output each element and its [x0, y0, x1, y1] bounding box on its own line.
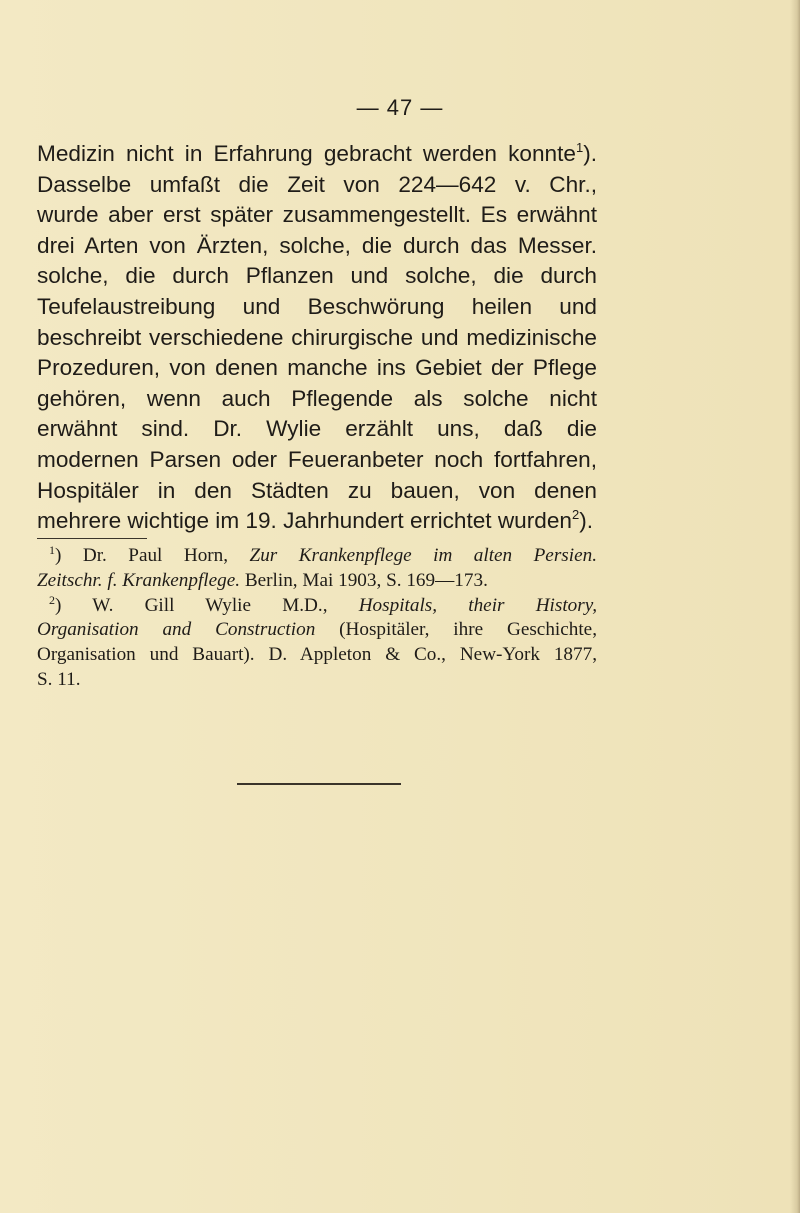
footnote-marker: 1 — [49, 543, 55, 557]
footnote-text: ) W. Gill Wylie M.D., — [55, 594, 359, 616]
footnote-1-line — [37, 569, 597, 594]
body-line: erwähnt sind. Dr. Wylie erzählt uns, daß die — [37, 416, 597, 442]
body-line: modernen Parsen oder Feueranbeter noch fortfahren, — [37, 446, 597, 472]
line-tail: ). — [583, 141, 597, 166]
footnote-2-line — [37, 618, 597, 643]
body-line — [37, 139, 597, 170]
body-line: wurde aber erst später zusammengestellt. Es erwähnt — [37, 202, 597, 228]
body-line: Hospitäler in den Städten zu bauen, von denen — [37, 477, 597, 503]
body-line: Dasselbe umfaßt die Zeit von 224—642 v. Chr., — [37, 171, 597, 197]
footnote-2-line: Organisation und Bauart). D. Appleton & Co., New-York 1877, — [37, 644, 597, 666]
footnote-title: Hospitals, their History, — [358, 594, 597, 616]
section-end-rule — [237, 783, 401, 785]
footnote-title: Zur Krankenpflege im alten Persien. — [249, 545, 597, 566]
page-number: — 47 — — [356, 95, 444, 120]
body-line — [37, 506, 597, 537]
body-line: solche, die durch Pflanzen und solche, die durch — [37, 263, 597, 289]
body-line-text: mehrere wichtige im 19. Jahrhundert errichtet wurden — [37, 508, 572, 534]
footnote-separator — [37, 538, 147, 539]
footnotes — [37, 544, 597, 693]
footnote-text: Berlin, Mai 1903, S. 169—173. — [240, 569, 488, 591]
footnote-1-line — [37, 544, 597, 569]
footnote-2-line: S. 11. — [37, 668, 81, 690]
footnote-ref: 2 — [571, 507, 580, 523]
footnote-title: Zeitschr. f. Krankenpflege. — [37, 569, 241, 591]
body-line: Teufelaustreibung und Beschwörung heilen und — [37, 293, 597, 319]
body-line: beschreibt verschiedene chirurgische und medizinische — [37, 324, 597, 350]
footnote-ref: 1 — [575, 140, 584, 155]
body-line: gehören, wenn auch Pflegende als solche nicht — [37, 385, 597, 411]
footnote-marker: 2 — [49, 592, 55, 607]
line-tail: ). — [579, 508, 594, 534]
body-line: drei Arten von Ärzten, solche, die durch das Messer. — [37, 232, 597, 258]
footnote-text: ) Dr. Paul Horn, — [55, 545, 250, 566]
footnote-text: (Hospitäler, ihre Geschichte, — [315, 619, 598, 641]
body-paragraph — [37, 139, 597, 537]
body-line: Prozeduren, von denen manche ins Gebiet der Pflege — [37, 355, 597, 381]
body-line-text: Medizin nicht in Erfahrung gebracht werden konnte — [37, 141, 576, 166]
footnote-2-line — [37, 594, 597, 619]
footnote-title: Organisation and Construction — [37, 619, 316, 641]
page-edge-shadow — [790, 0, 800, 1213]
